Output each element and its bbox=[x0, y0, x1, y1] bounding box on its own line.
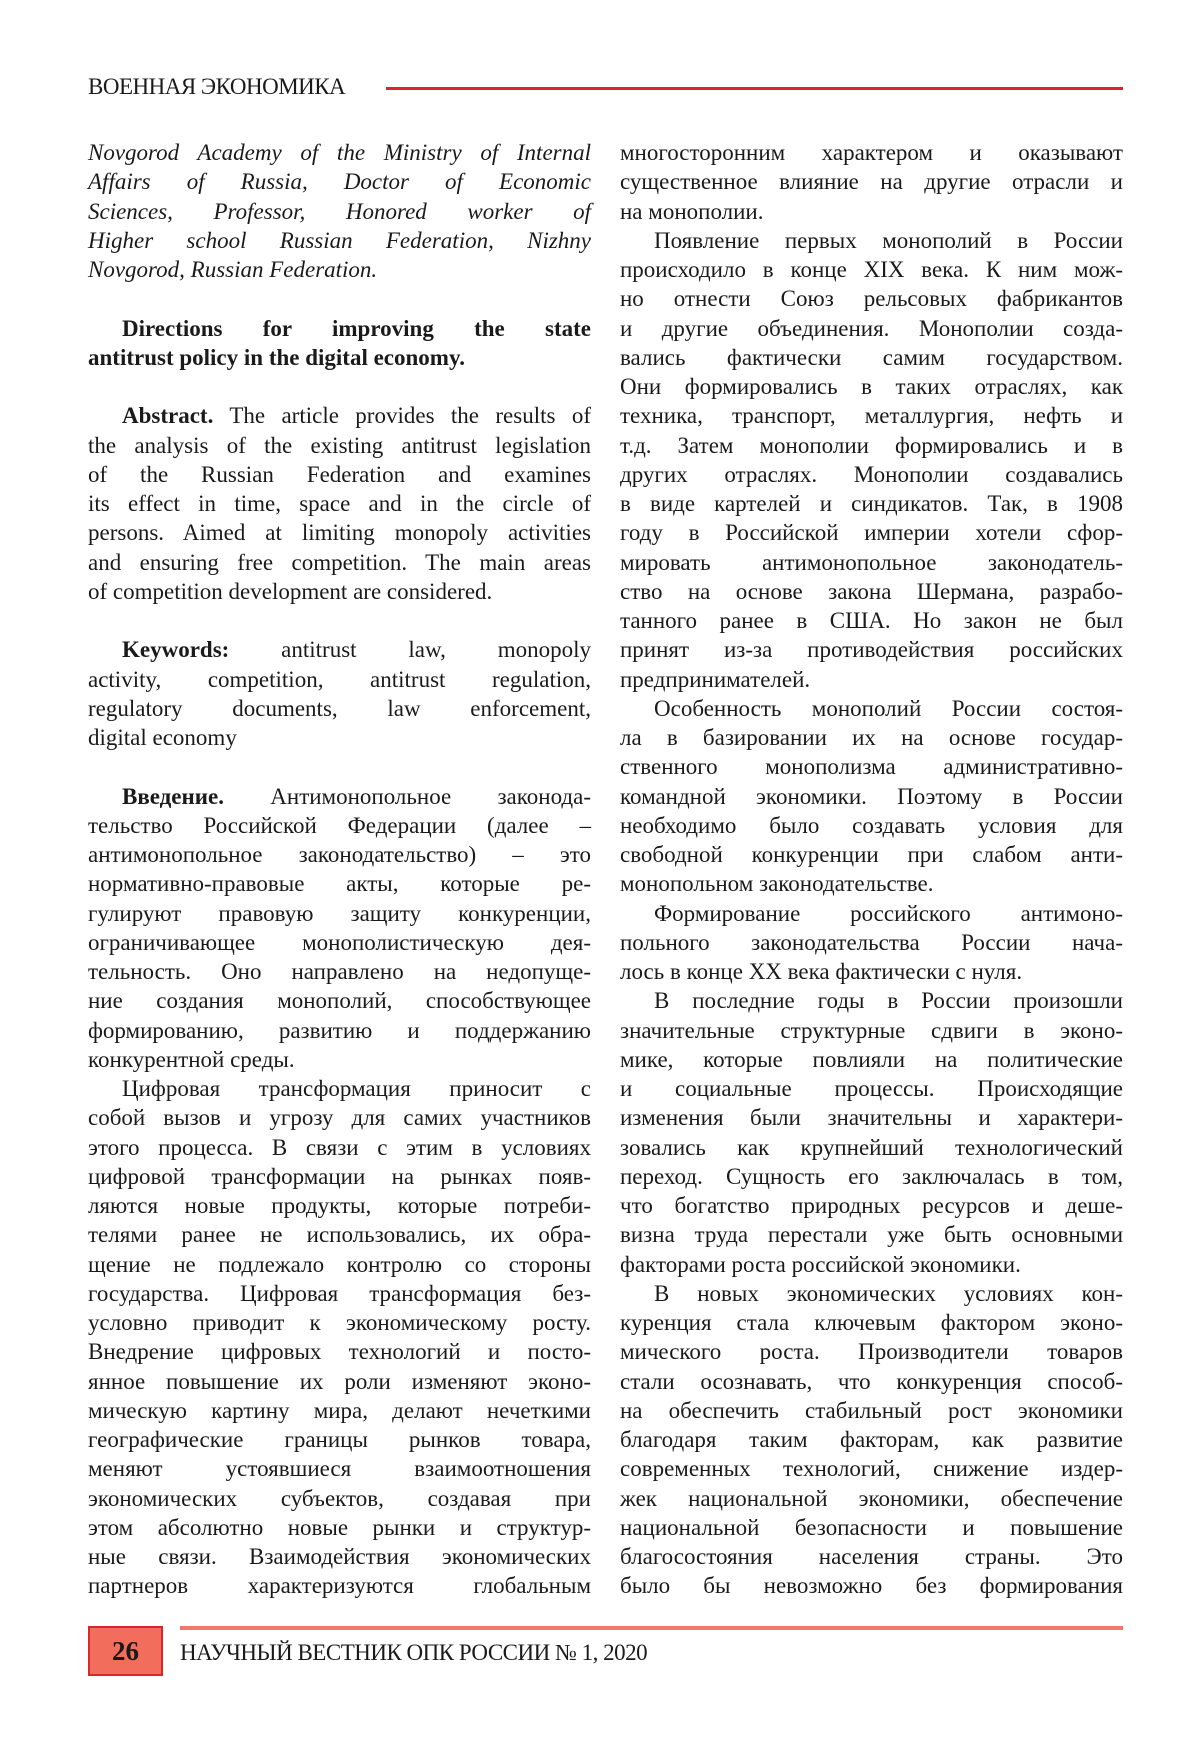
line-text: стали осознавать, что конкуренция способ- bbox=[620, 1369, 1123, 1394]
text-line bbox=[620, 1308, 1123, 1337]
line-text: телями ранее не использовались, их обра- bbox=[88, 1222, 591, 1247]
line-text: других отраслях. Монополии создавались bbox=[620, 462, 1123, 487]
line-text: лось в конце XX века фактически с нуля. bbox=[620, 959, 1022, 984]
line-text: цифровой трансформации на рынках появ- bbox=[88, 1164, 591, 1189]
text-line bbox=[88, 1484, 591, 1513]
text-line bbox=[620, 1103, 1123, 1132]
line-text: происходило в конце XIX века. К ним мож- bbox=[620, 257, 1123, 282]
line-text: of the Russian Federation and examines bbox=[88, 462, 591, 487]
text-line bbox=[88, 460, 591, 489]
text-line bbox=[88, 1425, 591, 1454]
text-line bbox=[620, 1250, 1123, 1279]
text-line bbox=[620, 577, 1123, 606]
line-text: антимонопольное законодательство) – это bbox=[88, 842, 591, 867]
text-line bbox=[88, 401, 591, 430]
line-text: жек национальной экономики, обеспечение bbox=[620, 1486, 1123, 1511]
text-line bbox=[88, 314, 591, 343]
text-line bbox=[88, 1133, 591, 1162]
text-line bbox=[620, 518, 1123, 547]
line-text: партнеров характеризуются глобальным bbox=[88, 1573, 591, 1598]
line-text: на монополии. bbox=[620, 199, 763, 224]
line-text: меняют устоявшиеся взаимоотношения bbox=[88, 1456, 591, 1481]
text-line bbox=[88, 1220, 591, 1249]
line-text: этом абсолютно новые рынки и структур- bbox=[88, 1515, 591, 1540]
line-text: The article provides the results of bbox=[213, 403, 591, 428]
line-text: мическую картину мира, делают нечеткими bbox=[88, 1398, 591, 1423]
text-line bbox=[620, 986, 1123, 1015]
text-line bbox=[620, 1367, 1123, 1396]
text-line bbox=[88, 811, 591, 840]
text-line bbox=[88, 1074, 591, 1103]
line-text: благосостояния населения страны. Это bbox=[620, 1544, 1123, 1569]
line-text: ственного монополизма административно- bbox=[620, 754, 1123, 779]
line-text: Directions for improving the state bbox=[122, 316, 591, 341]
text-line bbox=[88, 1454, 591, 1483]
text-line bbox=[88, 1308, 591, 1337]
text-line bbox=[88, 840, 591, 869]
text-line bbox=[620, 460, 1123, 489]
line-text: но отнести Союз рельсовых фабрикантов bbox=[620, 286, 1123, 311]
line-text: польного законодательства России нача- bbox=[620, 930, 1123, 955]
line-text: ство на основе закона Шермана, разрабо- bbox=[620, 579, 1123, 604]
text-line bbox=[88, 343, 591, 372]
line-text: вались фактически самим государством. bbox=[620, 345, 1123, 370]
line-text: экономических субъектов, создавая при bbox=[88, 1486, 591, 1511]
line-text: что богатство природных ресурсов и деше- bbox=[620, 1193, 1123, 1218]
text-line bbox=[620, 197, 1123, 226]
text-line bbox=[620, 957, 1123, 986]
line-text: т.д. Затем монополии формировались и в bbox=[620, 433, 1123, 458]
text-line bbox=[620, 1542, 1123, 1571]
line-text: янное повышение их роли изменяют эконо- bbox=[88, 1369, 591, 1394]
line-text: Higher school Russian Federation, Nizhny bbox=[88, 228, 591, 253]
line-text: antitrust law, monopoly bbox=[229, 637, 591, 662]
text-line bbox=[620, 782, 1123, 811]
line-text: национальной безопасности и повышение bbox=[620, 1515, 1123, 1540]
line-text: конкурентной среды. bbox=[88, 1047, 295, 1072]
text-line bbox=[88, 226, 591, 255]
line-text: командной экономики. Поэтому в России bbox=[620, 784, 1123, 809]
text-line bbox=[620, 1045, 1123, 1074]
text-line bbox=[88, 1103, 591, 1132]
text-line bbox=[88, 1542, 591, 1571]
line-text: необходимо было создавать условия для bbox=[620, 813, 1123, 838]
text-line bbox=[88, 577, 591, 606]
line-text: В новых экономических условиях кон- bbox=[654, 1281, 1123, 1306]
line-text: Novgorod Academy of the Ministry of Internal bbox=[88, 140, 591, 165]
line-text: предпринимателей. bbox=[620, 667, 810, 692]
text-line bbox=[620, 1074, 1123, 1103]
text-line bbox=[88, 1162, 591, 1191]
text-line bbox=[620, 752, 1123, 781]
text-line bbox=[620, 635, 1123, 664]
line-text: условно приводит к экономическому росту. bbox=[88, 1310, 591, 1335]
text-line bbox=[620, 869, 1123, 898]
text-line bbox=[88, 986, 591, 1015]
line-text: тельство Российской Федерации (далее – bbox=[88, 813, 591, 838]
line-text: значительные структурные сдвиги в эконо- bbox=[620, 1018, 1123, 1043]
text-line bbox=[88, 723, 591, 752]
line-text: Внедрение цифровых технологий и посто- bbox=[88, 1339, 591, 1364]
text-line bbox=[620, 167, 1123, 196]
run-in-heading: Введение. bbox=[122, 784, 224, 809]
text-line bbox=[620, 1016, 1123, 1045]
line-text: regulatory documents, law enforcement, bbox=[88, 696, 591, 721]
text-line bbox=[88, 1016, 591, 1045]
text-line bbox=[620, 401, 1123, 430]
text-line bbox=[88, 489, 591, 518]
run-in-heading: Keywords: bbox=[122, 637, 229, 662]
line-text: благодаря таким факторам, как развитие bbox=[620, 1427, 1123, 1452]
text-line bbox=[88, 665, 591, 694]
text-line bbox=[620, 255, 1123, 284]
line-text: мике, которые повлияли на политические bbox=[620, 1047, 1123, 1072]
line-text: ограничивающее монополистическую дея- bbox=[88, 930, 591, 955]
line-text: its effect in time, space and in the circle of bbox=[88, 491, 591, 516]
text-line bbox=[620, 314, 1123, 343]
line-text: Появление первых монополий в России bbox=[654, 228, 1123, 253]
text-line bbox=[88, 167, 591, 196]
text-line bbox=[88, 1513, 591, 1542]
line-text: мического роста. Производители товаров bbox=[620, 1339, 1123, 1364]
text-line bbox=[620, 1279, 1123, 1308]
text-line bbox=[88, 255, 591, 284]
text-line bbox=[620, 1337, 1123, 1366]
line-text: Цифровая трансформация приносит с bbox=[122, 1076, 591, 1101]
text-line bbox=[620, 372, 1123, 401]
text-line bbox=[88, 138, 591, 167]
text-line bbox=[88, 1396, 591, 1425]
line-text: переход. Сущность его заключалась в том, bbox=[620, 1164, 1123, 1189]
line-text: щение не подлежало контролю со стороны bbox=[88, 1252, 591, 1277]
text-line bbox=[88, 694, 591, 723]
line-text: Особенность монополий России состоя- bbox=[654, 696, 1123, 721]
line-text: собой вызов и угрозу для самих участников bbox=[88, 1105, 591, 1130]
line-text: зовались как крупнейший технологический bbox=[620, 1135, 1123, 1160]
text-line bbox=[88, 1191, 591, 1220]
text-line bbox=[620, 1484, 1123, 1513]
line-text: of competition development are considered. bbox=[88, 579, 492, 604]
text-line bbox=[88, 869, 591, 898]
page-number: 26 bbox=[88, 1626, 163, 1676]
line-text: гулируют правовую защиту конкуренции, bbox=[88, 901, 591, 926]
text-line bbox=[620, 1133, 1123, 1162]
text-line bbox=[620, 1191, 1123, 1220]
line-text: было бы невозможно без формирования bbox=[620, 1573, 1123, 1598]
text-line bbox=[88, 1367, 591, 1396]
text-line bbox=[620, 1513, 1123, 1542]
text-line bbox=[88, 1250, 591, 1279]
text-line bbox=[620, 138, 1123, 167]
line-text: Sciences, Professor, Honored worker of bbox=[88, 199, 591, 224]
text-line bbox=[88, 431, 591, 460]
line-text: географические границы рынков товара, bbox=[88, 1427, 591, 1452]
line-text: техника, транспорт, металлургия, нефть и bbox=[620, 403, 1123, 428]
text-line bbox=[88, 1279, 591, 1308]
line-text: на обеспечить стабильный рост экономики bbox=[620, 1398, 1123, 1423]
line-text: persons. Aimed at limiting monopoly activities bbox=[88, 520, 591, 545]
line-text: формированию, развитию и поддержанию bbox=[88, 1018, 591, 1043]
line-text: и социальные процессы. Происходящие bbox=[620, 1076, 1123, 1101]
line-text: свободной конкуренции при слабом анти- bbox=[620, 842, 1123, 867]
line-text: факторами роста российской экономики. bbox=[620, 1252, 1021, 1277]
text-line bbox=[620, 1162, 1123, 1191]
line-text: the analysis of the existing antitrust legislation bbox=[88, 433, 591, 458]
line-text: нормативно-правовые акты, которые ре- bbox=[88, 871, 591, 896]
line-text: ние создания монополий, способствующее bbox=[88, 988, 591, 1013]
running-header-section: ВОЕННАЯ ЭКОНОМИКА bbox=[88, 74, 345, 100]
footer-rule bbox=[180, 1626, 1123, 1630]
text-line bbox=[620, 1220, 1123, 1249]
text-line bbox=[620, 548, 1123, 577]
line-text: Novgorod, Russian Federation. bbox=[88, 257, 377, 282]
text-line bbox=[620, 1425, 1123, 1454]
line-text: and ensuring free competition. The main areas bbox=[88, 550, 591, 575]
text-line bbox=[620, 899, 1123, 928]
footer-journal-title: НАУЧНЫЙ ВЕСТНИК ОПК РОССИИ № 1, 2020 bbox=[180, 1640, 647, 1666]
line-text: Они формировались в таких отраслях, как bbox=[620, 374, 1123, 399]
line-text: мировать антимонопольное законодатель- bbox=[620, 550, 1123, 575]
text-line bbox=[620, 284, 1123, 313]
text-line bbox=[620, 665, 1123, 694]
run-in-heading: Abstract. bbox=[122, 403, 213, 428]
text-line bbox=[620, 811, 1123, 840]
line-text: ляются новые продукты, которые потреби- bbox=[88, 1193, 591, 1218]
line-text: этого процесса. В связи с этим в условиях bbox=[88, 1135, 591, 1160]
text-line bbox=[88, 197, 591, 226]
line-text: монопольном законодательстве. bbox=[620, 871, 933, 896]
text-line bbox=[620, 489, 1123, 518]
text-line bbox=[88, 518, 591, 547]
text-line bbox=[88, 1337, 591, 1366]
text-line bbox=[620, 1454, 1123, 1483]
line-text: Антимонопольное законода- bbox=[224, 784, 591, 809]
line-text: тельность. Оно направлено на недопуще- bbox=[88, 959, 591, 984]
line-text: в виде картелей и синдикатов. Так, в 1908 bbox=[620, 491, 1123, 516]
line-text: activity, competition, antitrust regulation, bbox=[88, 667, 591, 692]
text-line bbox=[620, 694, 1123, 723]
text-line bbox=[88, 899, 591, 928]
text-line bbox=[620, 431, 1123, 460]
text-line bbox=[620, 343, 1123, 372]
line-text: визна труда перестали уже быть основными bbox=[620, 1222, 1123, 1247]
line-text: году в Российской империи хотели сфор- bbox=[620, 520, 1123, 545]
text-line bbox=[88, 1571, 591, 1600]
text-line bbox=[620, 226, 1123, 255]
text-line bbox=[620, 928, 1123, 957]
line-text: antitrust policy in the digital economy. bbox=[88, 345, 465, 370]
text-line bbox=[88, 782, 591, 811]
line-text: Формирование российского антимоно- bbox=[654, 901, 1123, 926]
text-line bbox=[88, 928, 591, 957]
line-text: Affairs of Russia, Doctor of Economic bbox=[88, 169, 591, 194]
text-line bbox=[88, 548, 591, 577]
line-text: ные связи. Взаимодействия экономических bbox=[88, 1544, 591, 1569]
text-line bbox=[620, 1571, 1123, 1600]
text-line bbox=[88, 635, 591, 664]
line-text: ла в базировании их на основе государ- bbox=[620, 725, 1123, 750]
text-line bbox=[620, 840, 1123, 869]
line-text: государства. Цифровая трансформация без- bbox=[88, 1281, 591, 1306]
line-text: танного ранее в США. Но закон не был bbox=[620, 608, 1123, 633]
text-line bbox=[88, 1045, 591, 1074]
line-text: принят из-за противодействия российских bbox=[620, 637, 1123, 662]
line-text: куренция стала ключевым фактором эконо- bbox=[620, 1310, 1123, 1335]
header-rule bbox=[386, 87, 1123, 90]
text-line bbox=[88, 957, 591, 986]
line-text: В последние годы в России произошли bbox=[654, 988, 1123, 1013]
line-text: digital economy bbox=[88, 725, 237, 750]
text-line bbox=[620, 1396, 1123, 1425]
text-line bbox=[620, 723, 1123, 752]
line-text: современных технологий, снижение издер- bbox=[620, 1456, 1123, 1481]
text-line bbox=[620, 606, 1123, 635]
line-text: многосторонним характером и оказывают bbox=[620, 140, 1123, 165]
line-text: изменения были значительны и характери- bbox=[620, 1105, 1123, 1130]
line-text: существенное влияние на другие отрасли и bbox=[620, 169, 1123, 194]
line-text: и другие объединения. Монополии созда- bbox=[620, 316, 1123, 341]
